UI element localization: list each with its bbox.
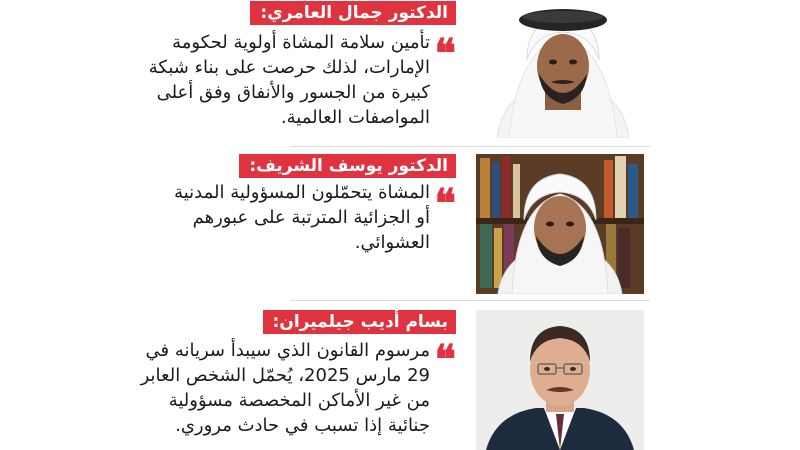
portrait-illustration (483, 0, 643, 138)
quote-line: جنائية إذا تسبب في حادث مروري. (175, 415, 430, 436)
quote-line: المشاة يتحمّلون المسؤولية المدنية (174, 182, 430, 203)
speaker-name-tag: الدكتور يوسف الشريف: (239, 154, 456, 178)
quote-entry-3 (0, 306, 800, 450)
quote-line: كبيرة من الجسور والأنفاق وفق أعلى (156, 82, 430, 103)
speaker-name-tag: الدكتور جمال العامري: (250, 1, 456, 25)
quotation-mark-icon: ❝ (434, 34, 456, 66)
quote-line: المواصفات العالمية. (280, 107, 430, 128)
quote-line: من غير الأماكن المخصصة مسؤولية (168, 390, 430, 411)
quote-text (141, 338, 430, 438)
quote-line: تأمين سلامة المشاة أولوية لحكومة (172, 32, 430, 53)
speaker-portrait-photo (483, 0, 643, 138)
section-divider (290, 300, 650, 301)
quote-line: الإمارات، لذلك حرصت على بناء شبكة (148, 57, 430, 78)
section-divider (290, 146, 650, 147)
quotation-mark-icon: ❝ (434, 340, 456, 372)
quote-entry-2 (0, 152, 800, 294)
quote-entry-1 (0, 0, 800, 140)
speaker-name-tag: بسام أديب جيلميران: (263, 310, 456, 334)
quote-line: العشوائي. (354, 232, 430, 253)
quote-line: 29 مارس 2025، يُحمّل الشخص العابر (140, 365, 430, 386)
quote-line: مرسوم القانون الذي سيبدأ سريانه في (145, 340, 430, 361)
quote-line: أو الجزائية المترتبة على عبورهم (192, 207, 430, 228)
quote-text (174, 180, 430, 255)
quotation-mark-icon: ❝ (434, 184, 456, 216)
portrait-illustration (476, 310, 644, 450)
speaker-portrait-photo (476, 154, 644, 294)
portrait-illustration (476, 154, 644, 294)
speaker-portrait-photo (476, 310, 644, 450)
quote-text (149, 30, 430, 130)
